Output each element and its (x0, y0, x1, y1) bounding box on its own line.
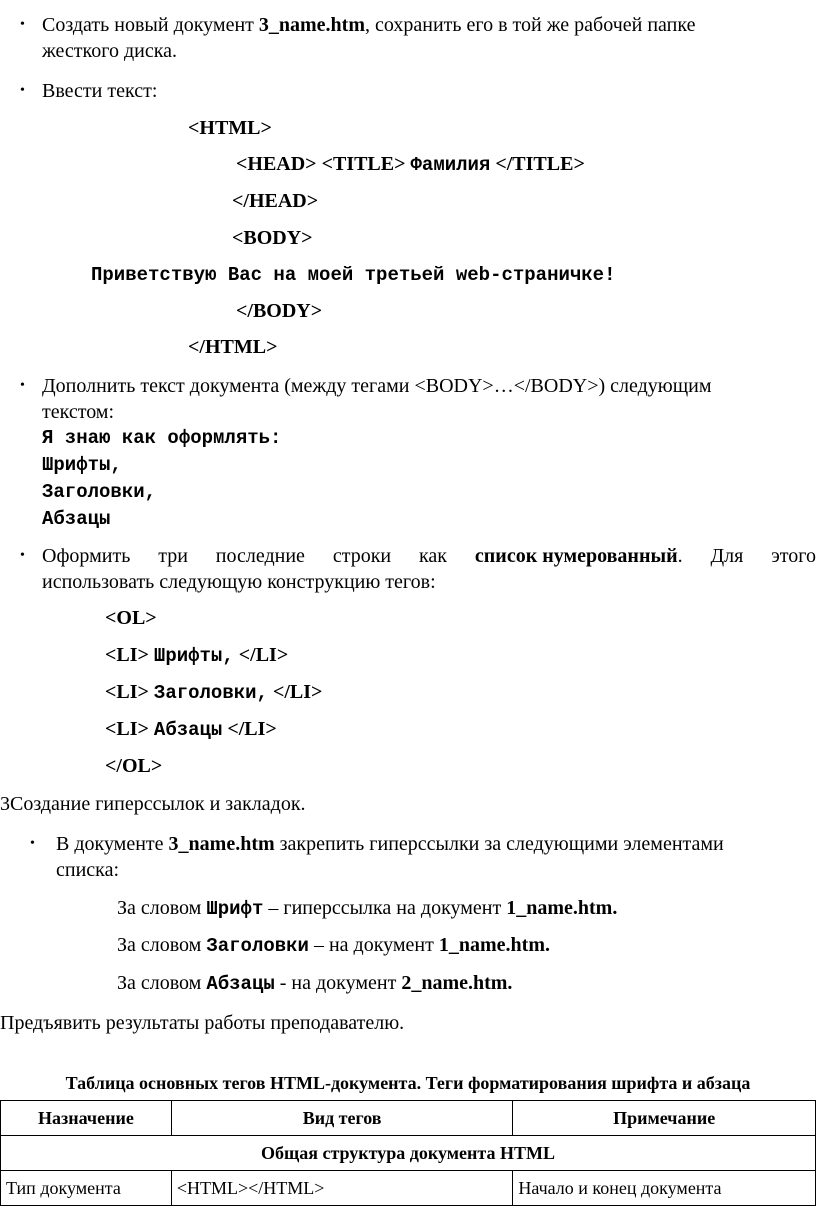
item3-text: Дополнить текст документа (между тегами <BODY>…</BODY>) следующим (42, 375, 712, 397)
tags-table (0, 1100, 816, 1206)
item4-text: использовать следующую конструкцию тегов: (42, 571, 436, 593)
link-text: За словом (117, 972, 207, 994)
item5-text: закрепить гиперссылки за следующими элементами (274, 833, 724, 855)
item-format-list (42, 543, 816, 595)
code-body-open: <BODY> (232, 227, 313, 249)
link-text: – гиперссылка на документ (263, 897, 507, 919)
code-ol-open: <OL> (105, 607, 157, 629)
table-header-cell: Вид тегов (171, 1101, 512, 1136)
code-body-close: </BODY> (236, 300, 323, 322)
code-title-value: Фамилия (410, 154, 491, 176)
item-create-document (42, 12, 816, 64)
item5-text: списка: (56, 859, 120, 881)
code-tag: </LI> (267, 681, 323, 703)
link-word: Заголовки (206, 935, 309, 957)
filename: 1_name.htm. (506, 897, 618, 919)
mono-line: Я знаю как оформлять: (42, 427, 282, 449)
mono-line: Шрифты, (42, 454, 122, 476)
item1-text: жесткого диска. (42, 40, 177, 62)
bullet: • (30, 836, 35, 851)
item5-text: В документе (56, 833, 169, 855)
code-tag: </LI> (222, 718, 277, 740)
word: как (419, 545, 448, 567)
code-li-value: Шрифты, (153, 645, 234, 667)
code-tag: <LI> (105, 681, 154, 703)
item3-text: текстом: (42, 401, 115, 423)
link-text: За словом (117, 934, 207, 956)
table-header-row (1, 1101, 816, 1136)
filename: 2_name.htm. (401, 972, 513, 994)
word: этого (771, 545, 816, 567)
link-text: – на документ (308, 934, 439, 956)
word: три (158, 545, 188, 567)
link-text: - на документ (274, 972, 402, 994)
code-tag: </TITLE> (490, 153, 585, 175)
item4-justified-line (42, 543, 816, 569)
filename: 3_name.htm (168, 833, 275, 855)
code-greeting: Приветствую Вас на моей третьей web-страничке! (91, 264, 616, 286)
link-instruction (117, 932, 550, 959)
code-head-title (236, 151, 585, 178)
code-head-close: </HEAD> (232, 190, 319, 212)
item-enter-text: Ввести текст: (42, 80, 158, 102)
table-cell: Тип документа (1, 1171, 172, 1206)
table-cell: <HTML></HTML> (171, 1171, 512, 1206)
link-instruction (117, 970, 512, 997)
table-header-cell: Примечание (513, 1101, 816, 1136)
code-li-2 (105, 679, 322, 706)
word: последние (215, 545, 305, 567)
code-tag: <HEAD> <TITLE> (236, 153, 411, 175)
table-section-row (1, 1136, 816, 1171)
bullet: • (20, 378, 25, 393)
item-hyperlinks (56, 831, 816, 883)
table-row (1, 1171, 816, 1206)
link-word: Абзацы (206, 973, 275, 995)
filename: 1_name.htm. (438, 934, 550, 956)
word: строки (332, 545, 392, 567)
code-tag: <LI> (105, 644, 154, 666)
final-note: Предъявить результаты работы преподавателю. (0, 1012, 405, 1034)
link-instruction (117, 895, 617, 922)
bullet: • (20, 17, 25, 32)
code-tag: </LI> (233, 644, 289, 666)
code-html-open: <HTML> (188, 117, 272, 139)
item-extend-text (42, 373, 816, 425)
code-li-value: Заголовки, (153, 682, 268, 704)
bullet: • (20, 83, 25, 98)
code-li-1 (105, 642, 288, 669)
table-cell: Начало и конец документа (513, 1171, 816, 1206)
item1-text: Создать новый документ (42, 14, 259, 36)
bullet: • (20, 548, 25, 563)
table-caption: Таблица основных тегов HTML-документа. Теги форматирования шрифта и абзаца (65, 1073, 751, 1093)
link-word: Шрифт (206, 898, 264, 920)
list-type-bold: список нумерованный (474, 545, 678, 567)
code-ol-close: </OL> (105, 755, 163, 777)
filename: 3_name.htm (258, 14, 365, 36)
code-li-value: Абзацы (153, 719, 223, 741)
mono-line: Абзацы (42, 508, 111, 530)
punct: . (677, 545, 683, 567)
table-section-cell: Общая структура документа HTML (1, 1136, 816, 1171)
bold-phrase (475, 543, 683, 569)
code-html-close: </HTML> (188, 336, 278, 358)
word: Оформить (42, 545, 131, 567)
mono-line: Заголовки, (42, 481, 157, 503)
table-header-cell: Назначение (1, 1101, 172, 1136)
code-tag: <LI> (105, 718, 154, 740)
item1-text: , сохранить его в той же рабочей папке (365, 14, 696, 36)
word: Для (710, 545, 744, 567)
code-li-3 (105, 716, 277, 743)
section-heading: 3Создание гиперссылок и закладок. (0, 793, 306, 815)
link-text: За словом (117, 897, 207, 919)
